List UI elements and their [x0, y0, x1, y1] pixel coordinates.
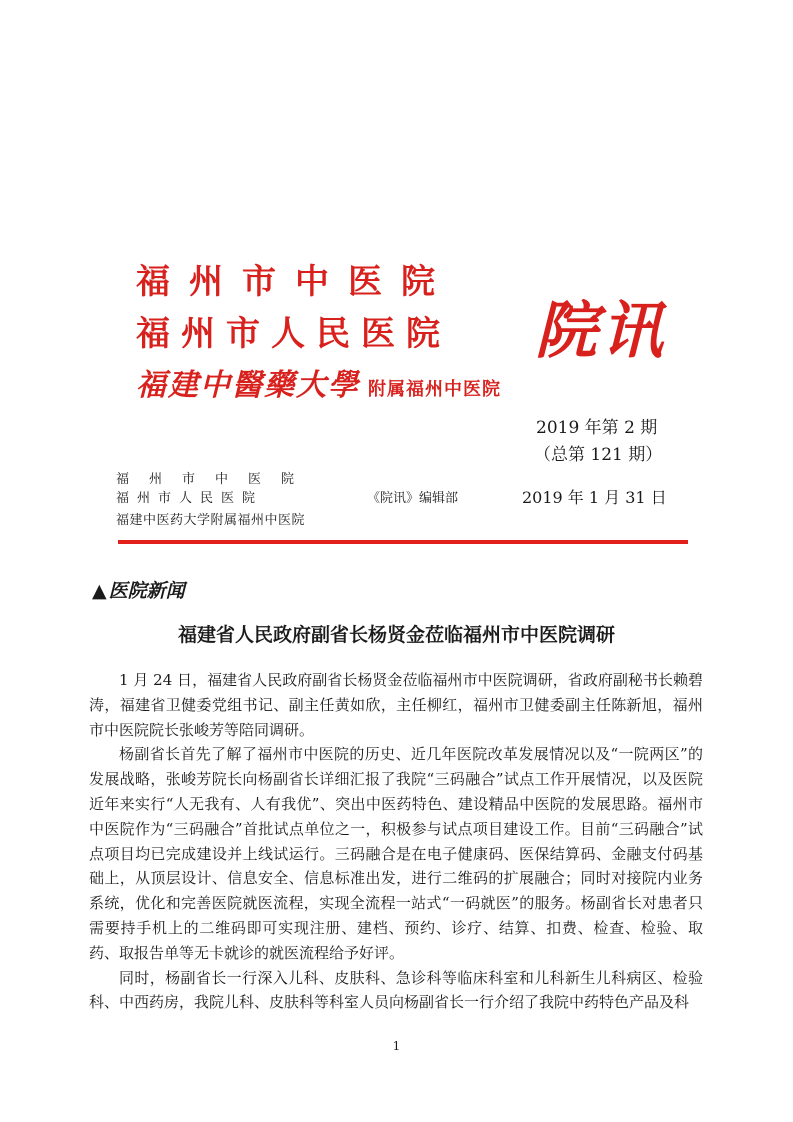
publisher-line-1: 福州市中医院 — [116, 472, 315, 487]
header-divider — [118, 540, 688, 544]
publication-date: 2019 年 1 月 31 日 — [522, 488, 667, 507]
issue-number: 2019 年第 2 期 — [536, 418, 658, 438]
article-body — [89, 668, 703, 1015]
masthead-hospital-1: 福州市中医院 — [136, 262, 454, 302]
publisher-line-3: 福建中医药大学附属福州中医院 — [116, 513, 306, 528]
article-title: 福建省人民政府副省长杨贤金莅临福州市中医院调研 — [177, 624, 615, 646]
section-title: 医院新闻 — [108, 580, 185, 602]
editorial-department: 《院讯》编辑部 — [367, 491, 459, 506]
article-paragraph: 1 月 24 日，福建省人民政府副省长杨贤金莅临福州市中医院调研，省政府副秘书长赖碧涛，福建省卫健委党组书记、副主任黄如欣，主任柳红，福州市卫健委副主任陈新旭，福州市中医院院长张峻芳等陪同调研。 — [89, 671, 703, 739]
triangle-icon: ▲ — [92, 580, 107, 602]
issue-total-number: （总第 121 期） — [534, 445, 663, 465]
article-paragraph: 同时，杨副省长一行深入儿科、皮肤科、急诊科等临床科室和儿科新生儿科病区、检验科、中西药房，我院儿科、皮肤科等科室人员向杨副省长一行介绍了我院中药特色产品及科 — [89, 968, 703, 1012]
masthead-hospital-2: 福州市人民医院 — [136, 314, 451, 354]
university-calligraphy-logo: 福建中醫藥大學 — [136, 368, 360, 403]
page-number: 1 — [392, 1039, 401, 1053]
article-paragraph: 杨副省长首先了解了福州市中医院的历史、近几年医院改革发展情况以及“一院两区”的发展战略，张峻芳院长向杨副省长详细汇报了我院“三码融合”试点工作开展情况，以及医院近年来实行“人无我有、人有我优”、突出中医药特色、建设精品中医院的发展思路。福州市中医院作为“三码融合”首批试点单位之一，积极参与试点项目建设工作。目前“三码融合”试点项目均已完成建设并上线试运行。三码融合是在电子健康码、医保结算码、金融支付码基础上，从顶层设计、信息安全、信息标准出发，进行二维码的扩展融合；同时对接院内业务系统，优化和完善医院就医流程，实现全流程一站式“一码就医”的服务。杨副省长对患者只需要持手机上的二维码即可实现注册、建档、预约、诊疗、结算、扣费、检查、检验、取药、取报告单等无卡就诊的就医流程给予好评。 — [89, 745, 703, 962]
newsletter-title: 院讯 — [535, 294, 668, 367]
publisher-line-2: 福州市人民医院 — [116, 491, 264, 506]
affiliate-name: 附属福州中医院 — [368, 379, 501, 400]
section-heading — [92, 579, 185, 603]
masthead-university — [136, 366, 501, 410]
